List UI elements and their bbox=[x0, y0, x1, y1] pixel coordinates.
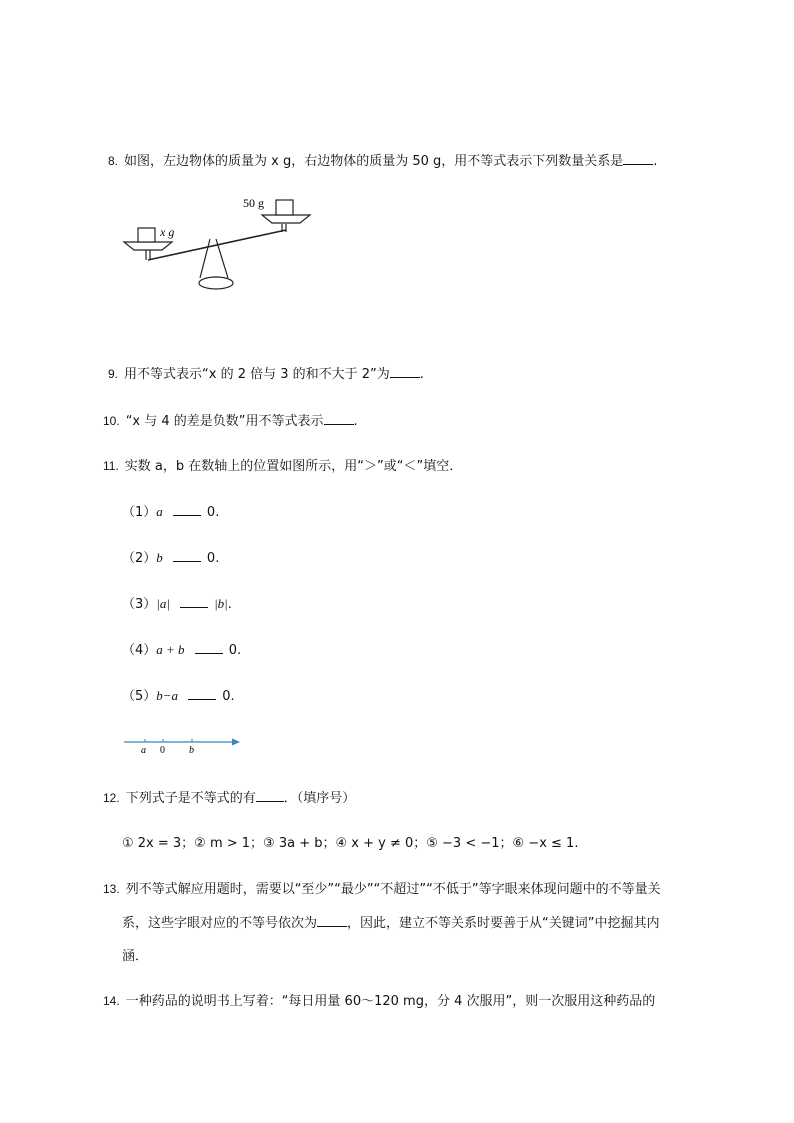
answer-blank[interactable] bbox=[188, 698, 216, 700]
question-13-line-3: 涵． bbox=[122, 949, 149, 964]
right-mass-label: 50 g bbox=[243, 196, 264, 210]
scale-base bbox=[199, 277, 233, 289]
question-text: 列不等式解应用题时，需要以“至少”“最少”“不超过”“不低于”等字眼来体现问题中的不等量关 bbox=[125, 882, 661, 897]
q11-part-2: （2）b 0. bbox=[122, 550, 220, 566]
question-number: 13. bbox=[103, 882, 120, 896]
question-11 bbox=[103, 455, 462, 474]
q11-part-4: （4）a + b 0. bbox=[122, 642, 242, 658]
answer-blank[interactable] bbox=[256, 800, 284, 802]
answer-blank[interactable] bbox=[623, 163, 653, 165]
q11-part-3: （3）|a| |b|. bbox=[122, 596, 232, 612]
question-text: “x 与 4 的差是负数”用不等式表示 bbox=[125, 414, 324, 429]
question-text: 如图，左边物体的质量为 x g，右边物体的质量为 50 g，用不等式表示下列数量关系是 bbox=[124, 154, 624, 169]
left-mass-label: x g bbox=[160, 225, 175, 239]
question-number: 11. bbox=[103, 459, 119, 473]
question-13 bbox=[103, 878, 661, 897]
question-13-line-2: 系，这些字眼对应的不等号依次为 ，因此，建立不等关系时要善于从“关键词”中挖掘其内 bbox=[122, 916, 660, 931]
question-number: 12. bbox=[103, 791, 120, 805]
axis-label-a: a bbox=[141, 745, 146, 756]
left-box bbox=[138, 228, 155, 242]
arrow-head bbox=[232, 739, 240, 746]
answer-blank[interactable] bbox=[173, 514, 201, 516]
right-box bbox=[276, 200, 293, 215]
answer-blank[interactable] bbox=[317, 925, 347, 927]
answer-blank[interactable] bbox=[390, 376, 420, 378]
question-number: 10. bbox=[103, 414, 120, 428]
question-number: 8. bbox=[108, 154, 119, 168]
q11-part-5: （5）b−a 0. bbox=[122, 688, 235, 704]
axis-label-zero: 0 bbox=[160, 745, 165, 756]
question-text: 实数 a，b 在数轴上的位置如图所示，用“＞”或“＜”填空． bbox=[124, 459, 463, 474]
q12-options: ① 2x = 3；② m > 1；③ 3a + b；④ x + y ≠ 0；⑤ −3 < −1；⑥ −x ≤ 1. bbox=[122, 836, 579, 851]
question-14 bbox=[103, 990, 655, 1009]
question-12: 12. 下列式子是不等式的有 ．（填序号） bbox=[103, 791, 356, 806]
left-pan bbox=[124, 242, 172, 250]
answer-blank[interactable] bbox=[180, 606, 208, 608]
right-pan bbox=[262, 215, 310, 223]
question-number: 14. bbox=[103, 994, 120, 1008]
question-text: 一种药品的说明书上写着：“每日用量 60～120 mg，分 4 次服用”，则一次服用这种药品的 bbox=[125, 994, 656, 1009]
balance-scale-figure bbox=[118, 192, 318, 292]
number-line-figure bbox=[122, 734, 247, 756]
axis-label-b: b bbox=[189, 745, 194, 756]
question-9: 9. 用不等式表示“x 的 2 倍与 3 的和不大于 2”为 . bbox=[108, 367, 424, 382]
answer-blank[interactable] bbox=[195, 652, 223, 654]
question-text: 下列式子是不等式的有 bbox=[125, 791, 256, 806]
question-number: 9. bbox=[108, 367, 119, 381]
question-8: 8. 如图，左边物体的质量为 x g，右边物体的质量为 50 g，用不等式表示下列数量关系是 . bbox=[108, 154, 658, 169]
answer-blank[interactable] bbox=[173, 560, 201, 562]
question-text: 用不等式表示“x 的 2 倍与 3 的和不大于 2”为 bbox=[124, 367, 390, 382]
question-10: 10. “x 与 4 的差是负数”用不等式表示 . bbox=[103, 414, 358, 429]
answer-blank[interactable] bbox=[324, 423, 354, 425]
q11-part-1: （1）a 0. bbox=[122, 504, 220, 520]
